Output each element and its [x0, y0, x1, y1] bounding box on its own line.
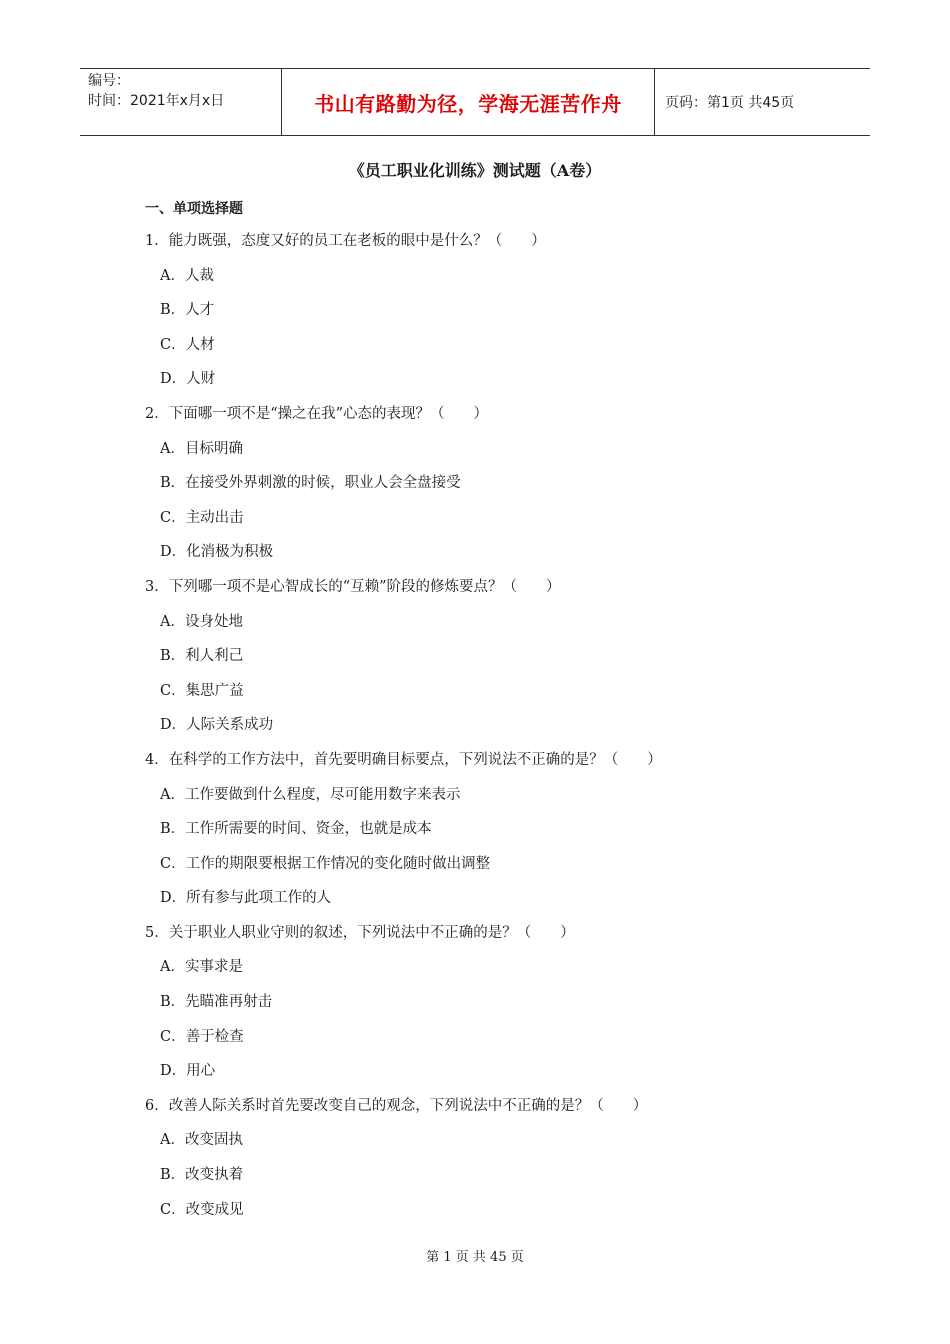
option-text: B．在接受外界刺激的时候，职业人会全盘接受 — [160, 475, 461, 492]
option-text: B．工作所需要的时间、资金，也就是成本 — [160, 821, 432, 838]
page-label: 页码：第1页 共45页 — [665, 95, 795, 111]
question-text: 2．下面哪一项不是“操之在我”心态的表现？（ ） — [145, 405, 489, 422]
option-text: B．改变执着 — [160, 1167, 244, 1184]
option-text: D．所有参与此项工作的人 — [160, 890, 332, 907]
option-text: C．工作的期限要根据工作情况的变化随时做出调整 — [160, 855, 491, 872]
option-text: D．人际关系成功 — [160, 717, 274, 734]
header-left-cell — [80, 69, 282, 135]
header-page-cell — [655, 69, 870, 135]
page-footer: 第 1 页 共 45 页 — [426, 1250, 524, 1265]
question-text: 5．关于职业人职业守则的叙述，下列说法中不正确的是？（ ） — [145, 924, 575, 941]
option-text: C．善于检查 — [160, 1028, 244, 1045]
option-text: A．工作要做到什么程度，尽可能用数字来表示 — [160, 786, 461, 803]
option-text: A．目标明确 — [160, 440, 243, 457]
question-text: 1．能力既强，态度又好的员工在老板的眼中是什么？（ ） — [145, 233, 546, 249]
motto-text: 书山有路勤为径，学海无涯苦作舟 — [314, 91, 622, 116]
option-text: B．先瞄准再射击 — [160, 994, 273, 1011]
option-text: C．人材 — [160, 336, 215, 353]
page-title: 《员工职业化训练》测试题（A卷） — [348, 161, 602, 180]
option-text: D．人财 — [160, 371, 216, 388]
option-text: C．改变成见 — [160, 1201, 244, 1218]
header-motto-cell — [282, 69, 655, 135]
option-text: A．人裁 — [160, 267, 214, 284]
option-text: B．利人利己 — [160, 648, 244, 665]
option-text: C．集思广益 — [160, 682, 244, 699]
option-text: A．改变固执 — [160, 1132, 243, 1149]
number-label: 编号： — [88, 73, 130, 89]
option-text: B．人才 — [160, 302, 215, 319]
option-text: A．实事求是 — [160, 959, 243, 976]
header-table — [80, 68, 870, 136]
option-text: C．主动出击 — [160, 509, 244, 526]
question-text: 4．在科学的工作方法中，首先要明确目标要点，下列说法不正确的是？（ ） — [145, 751, 662, 768]
option-text: A．设身处地 — [160, 613, 243, 630]
section-heading: 一、单项选择题 — [145, 201, 243, 217]
option-text: D．化消极为积极 — [160, 544, 274, 561]
question-text: 3．下列哪一项不是心智成长的“互赖”阶段的修炼要点？（ ） — [145, 578, 561, 595]
question-text: 6．改善人际关系时首先要改变自己的观念，下列说法中不正确的是？（ ） — [145, 1097, 648, 1114]
time-label: 时间：2021年x月x日 — [88, 93, 225, 109]
option-text: D．用心 — [160, 1063, 216, 1080]
question-list — [145, 226, 865, 1229]
